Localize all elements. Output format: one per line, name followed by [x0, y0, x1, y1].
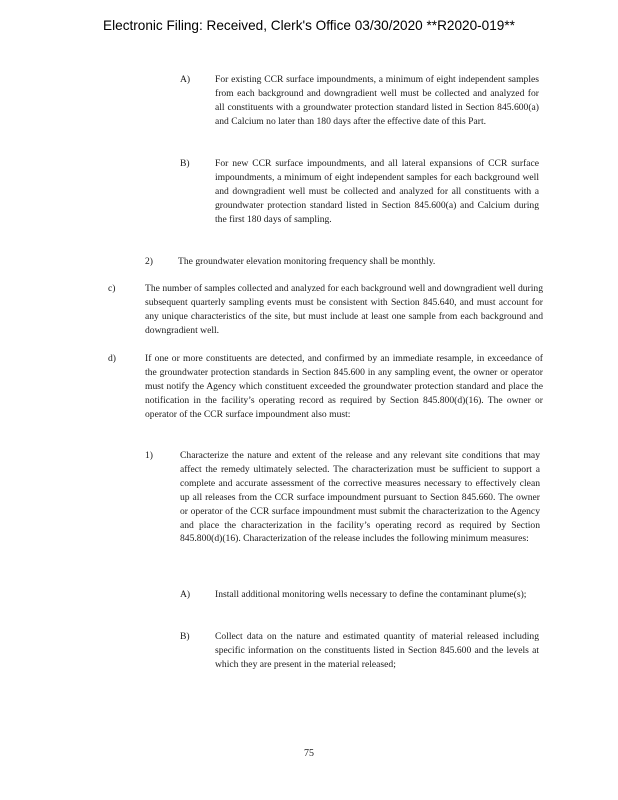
item-2-marker: 2) — [145, 256, 153, 267]
item-c-sample-count-text: The number of samples collected and analyzed for each background well and downgradient well during subsequent quarterly sampling events must be consistent with Section 845.640, and must account for any unique characteristics of the site, but must include at least one sample from each background and downgradient well. — [145, 283, 543, 336]
item-d1a-monitoring-wells-text: Install additional monitoring wells necessary to define the contaminant plume(s); — [215, 589, 527, 600]
item-d1b-marker: B) — [180, 631, 190, 642]
item-d1-characterize-text: Characterize the nature and extent of the release and any relevant site conditions that may affect the remedy ultimately selected. The characterization must be sufficient to support a complete and accurate assessment of the corrective measures necessary to effectively clean up all releases from the CCR surface impoundment pursuant to Section 845.660. The owner or operator of the CCR surface impoundment must submit the characterization to the Agency and place the characterization in the facility’s operating record as required by Section 845.800(d)(16). Characterization of the release includes the following minimum measures: — [180, 450, 540, 545]
item-2-elevation-frequency-text: The groundwater elevation monitoring frequency shall be monthly. — [178, 256, 436, 267]
item-b-marker: B) — [180, 158, 190, 169]
item-d1a-marker: A) — [180, 589, 191, 600]
item-c-marker: c) — [108, 283, 116, 294]
item-d-exceedance-text: If one or more constituents are detected, and confirmed by an immediate resample, in exceedance of the groundwater protection standards in Section 845.600 in any sampling event, the owner or operator must notify the Agency which constituent exceeded the groundwater protection standard and place the notification in the facility’s operating record as required by Section 845.800(d)(16). The owner or operator of the CCR surface impoundment also must: — [145, 353, 543, 420]
item-d1-marker: 1) — [145, 450, 153, 461]
item-d1b-collect-data-text: Collect data on the nature and estimated quantity of material released including specific information on the constituents listed in Section 845.600 and the levels at which they are present in the material released; — [215, 631, 539, 670]
item-b-new-impoundments-text: For new CCR surface impoundments, and all lateral expansions of CCR surface impoundments, a minimum of eight independent samples for each background well and downgradient well must be collected and analyzed for all constituents with a groundwater protection standard listed in Section 845.600(a) and Calcium during the first 180 days of sampling. — [215, 158, 539, 225]
item-d-marker: d) — [108, 353, 116, 364]
page-number: 75 — [304, 748, 314, 759]
item-a-marker: A) — [180, 74, 191, 85]
item-a-existing-impoundments-text: For existing CCR surface impoundments, a minimum of eight independent samples from each background and downgradient well must be collected and analyzed for all constituents with a groundwater protection standard listed in Section 845.600(a) and Calcium no later than 180 days after the effective date of this Part. — [215, 74, 539, 127]
electronic-filing-header: Electronic Filing: Received, Clerk's Office 03/30/2020 **R2020-019** — [103, 18, 515, 33]
